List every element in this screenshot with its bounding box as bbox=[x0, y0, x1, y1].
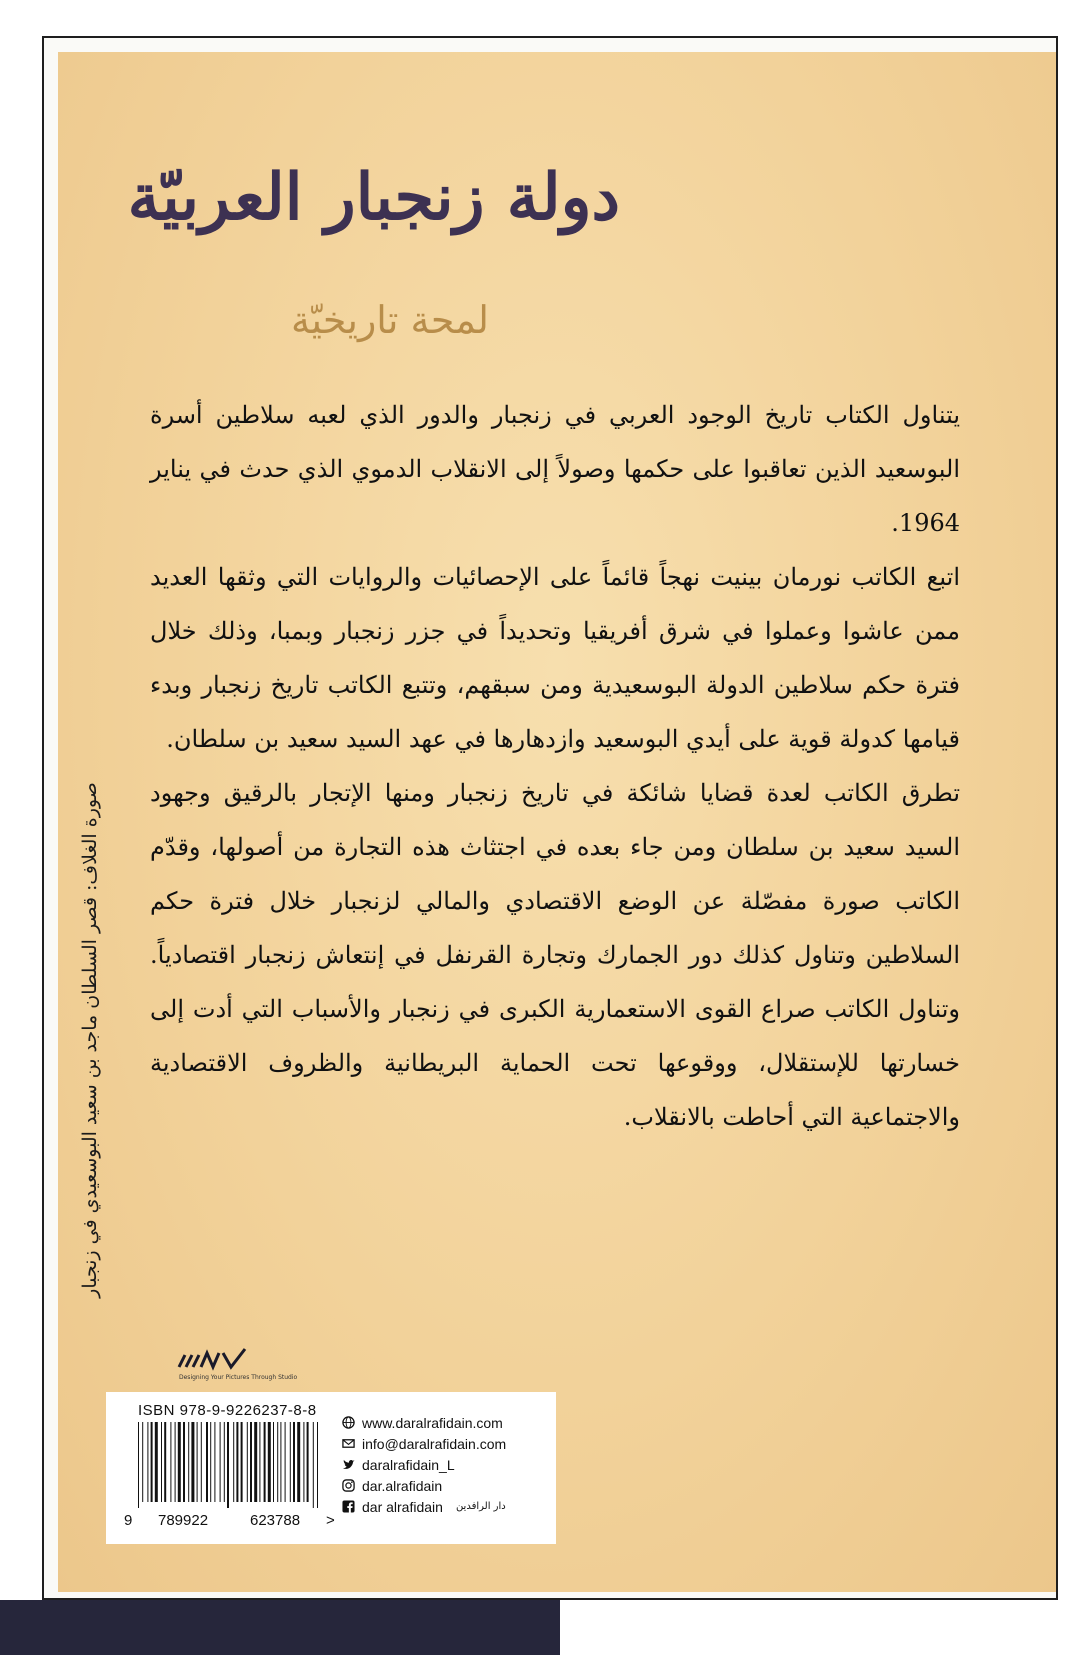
globe-icon bbox=[342, 1416, 355, 1429]
barcode-bar bbox=[155, 1422, 158, 1502]
contact-website-text: www.daralrafidain.com bbox=[362, 1414, 503, 1431]
barcode-bar bbox=[273, 1422, 274, 1502]
barcode-bar bbox=[164, 1422, 166, 1502]
barcode-bar bbox=[290, 1422, 291, 1502]
barcode-bar bbox=[280, 1422, 281, 1502]
barcode-bar bbox=[317, 1422, 318, 1508]
facebook-icon bbox=[342, 1500, 355, 1513]
barcode-bar bbox=[201, 1422, 202, 1502]
mail-icon bbox=[342, 1437, 355, 1450]
blurb-text bbox=[150, 388, 960, 1144]
back-info-panel bbox=[106, 1392, 556, 1544]
blurb-paragraph-3: تطرق الكاتب لعدة قضايا شائكة في تاريخ زنجبار ومنها الإتجار بالرقيق وجهود السيد سعيد بن سلطان ومن جاء بعده في اجتثاث هذه التجارة من أصولها، وقدّم الكاتب صورة مفصّلة عن الوضع الاقتصادي والمالي لزنجبار خلال فترة حكم السلاطين وتناول كذلك دور الجمارك وتجارة القرنفل في إنتعاش زنجبار اقتصادياً. وتناول الكاتب صراع القوى الاستعمارية الكبرى في زنجبار والأسباب التي أدت إلى خسارتها للإستقلال، ووقوعها تحت الحماية البريطانية والظروف الاقتصادية والاجتماعية التي أحاطت بالانقلاب. bbox=[150, 779, 960, 1131]
barcode-bar bbox=[138, 1422, 139, 1508]
isbn-label: ISBN 978-9-9226237-8-8 bbox=[138, 1402, 317, 1419]
instagram-icon bbox=[342, 1479, 355, 1492]
barcode-bar bbox=[188, 1422, 189, 1502]
barcode-bar bbox=[151, 1422, 153, 1502]
barcode-bar bbox=[277, 1422, 278, 1502]
barcode-bar bbox=[224, 1422, 225, 1502]
barcode-bar bbox=[161, 1422, 162, 1502]
barcode-digits-left: 789922 bbox=[158, 1512, 209, 1529]
barcode-bar bbox=[197, 1422, 198, 1502]
barcode-bar bbox=[285, 1422, 286, 1502]
barcode-bar bbox=[293, 1422, 295, 1502]
contact-email-text: info@daralrafidain.com bbox=[362, 1435, 507, 1452]
contact-instagram-text: dar.alrafidain bbox=[362, 1477, 443, 1494]
contact-website[interactable] bbox=[342, 1412, 552, 1433]
barcode-bar bbox=[297, 1422, 300, 1502]
blurb-paragraph-2: اتبع الكاتب نورمان بينيت نهجاً قائماً على الإحصائيات والروايات التي وثقها العديد ممن عاشوا وعملوا في شرق أفريقيا وتحديداً في جزر زنجبار وبمبا، وذلك خلال فترة حكم سلاطين الدولة البوسعيدية ومن سبقهم، وتتبع الكاتب تاريخ زنجبار وبدء قيامها كدولة قوية على أيدي البوسعيد وازدهارها في عهد السيد سعيد بن سلطان. bbox=[150, 563, 960, 753]
barcode-bar bbox=[206, 1422, 208, 1502]
barcode-mark: > bbox=[326, 1512, 335, 1529]
barcode-bar bbox=[313, 1422, 314, 1508]
publisher-arabic-name: دار الرافدين bbox=[455, 1501, 506, 1512]
blurb-paragraph-1: يتناول الكتاب تاريخ الوجود العربي في زنجبار والدور الذي لعبه سلاطين أسرة البوسعيد الذين تعاقبوا على حكمها وصولاً إلى الانقلاب الدموي الذي حدث في يناير 1964. bbox=[150, 401, 960, 537]
barcode-digit-first: 9 bbox=[124, 1512, 133, 1529]
barcode-bar bbox=[259, 1422, 260, 1502]
barcode-bar bbox=[191, 1422, 194, 1502]
barcode-bar bbox=[147, 1422, 148, 1502]
barcode-bar bbox=[264, 1422, 266, 1502]
barcode-bar bbox=[247, 1422, 248, 1502]
contact-email[interactable] bbox=[342, 1433, 552, 1454]
cover-photo-credit-text: صورة الغلاف: قصر السلطان ماجد بن سعيد البوسعيدي في زنجبار bbox=[79, 782, 101, 1298]
contact-facebook[interactable] bbox=[342, 1496, 552, 1517]
barcode-bar bbox=[214, 1422, 215, 1502]
bottom-bar bbox=[0, 1600, 560, 1655]
barcode-bar bbox=[236, 1422, 238, 1502]
book-subtitle: لمحة تاريخيّة bbox=[291, 298, 489, 342]
logo-tagline: Designing Your Pictures Through Studio bbox=[179, 1374, 298, 1381]
barcode-bar bbox=[142, 1422, 143, 1502]
barcode-bar bbox=[220, 1422, 221, 1502]
barcode-digits-right: 623788 bbox=[250, 1512, 301, 1529]
contact-instagram[interactable] bbox=[342, 1475, 552, 1496]
twitter-icon bbox=[342, 1458, 355, 1471]
barcode-bar bbox=[233, 1422, 234, 1502]
barcode-bar bbox=[227, 1422, 229, 1508]
contact-list bbox=[342, 1412, 552, 1517]
cover-photo-credit bbox=[70, 760, 110, 1320]
isbn-barcode bbox=[136, 1422, 322, 1508]
contact-twitter[interactable] bbox=[342, 1454, 552, 1475]
barcode-bar bbox=[303, 1422, 304, 1502]
book-title: دولة زنجبار العربيّة bbox=[127, 160, 620, 235]
barcode-bar bbox=[170, 1422, 171, 1502]
barcode-bar bbox=[268, 1422, 271, 1502]
barcode-bar bbox=[175, 1422, 176, 1502]
barcode-bar bbox=[183, 1422, 185, 1502]
mvk-logo bbox=[175, 1345, 298, 1385]
barcode-bar bbox=[250, 1422, 252, 1502]
barcode-bar bbox=[254, 1422, 257, 1502]
barcode-bar bbox=[210, 1422, 211, 1502]
barcode-bar bbox=[241, 1422, 243, 1502]
contact-twitter-text: daralrafidain_L bbox=[362, 1456, 455, 1473]
contact-facebook-text: dar alrafidain bbox=[362, 1498, 443, 1515]
barcode-bar bbox=[178, 1422, 181, 1502]
barcode-bar bbox=[307, 1422, 309, 1502]
